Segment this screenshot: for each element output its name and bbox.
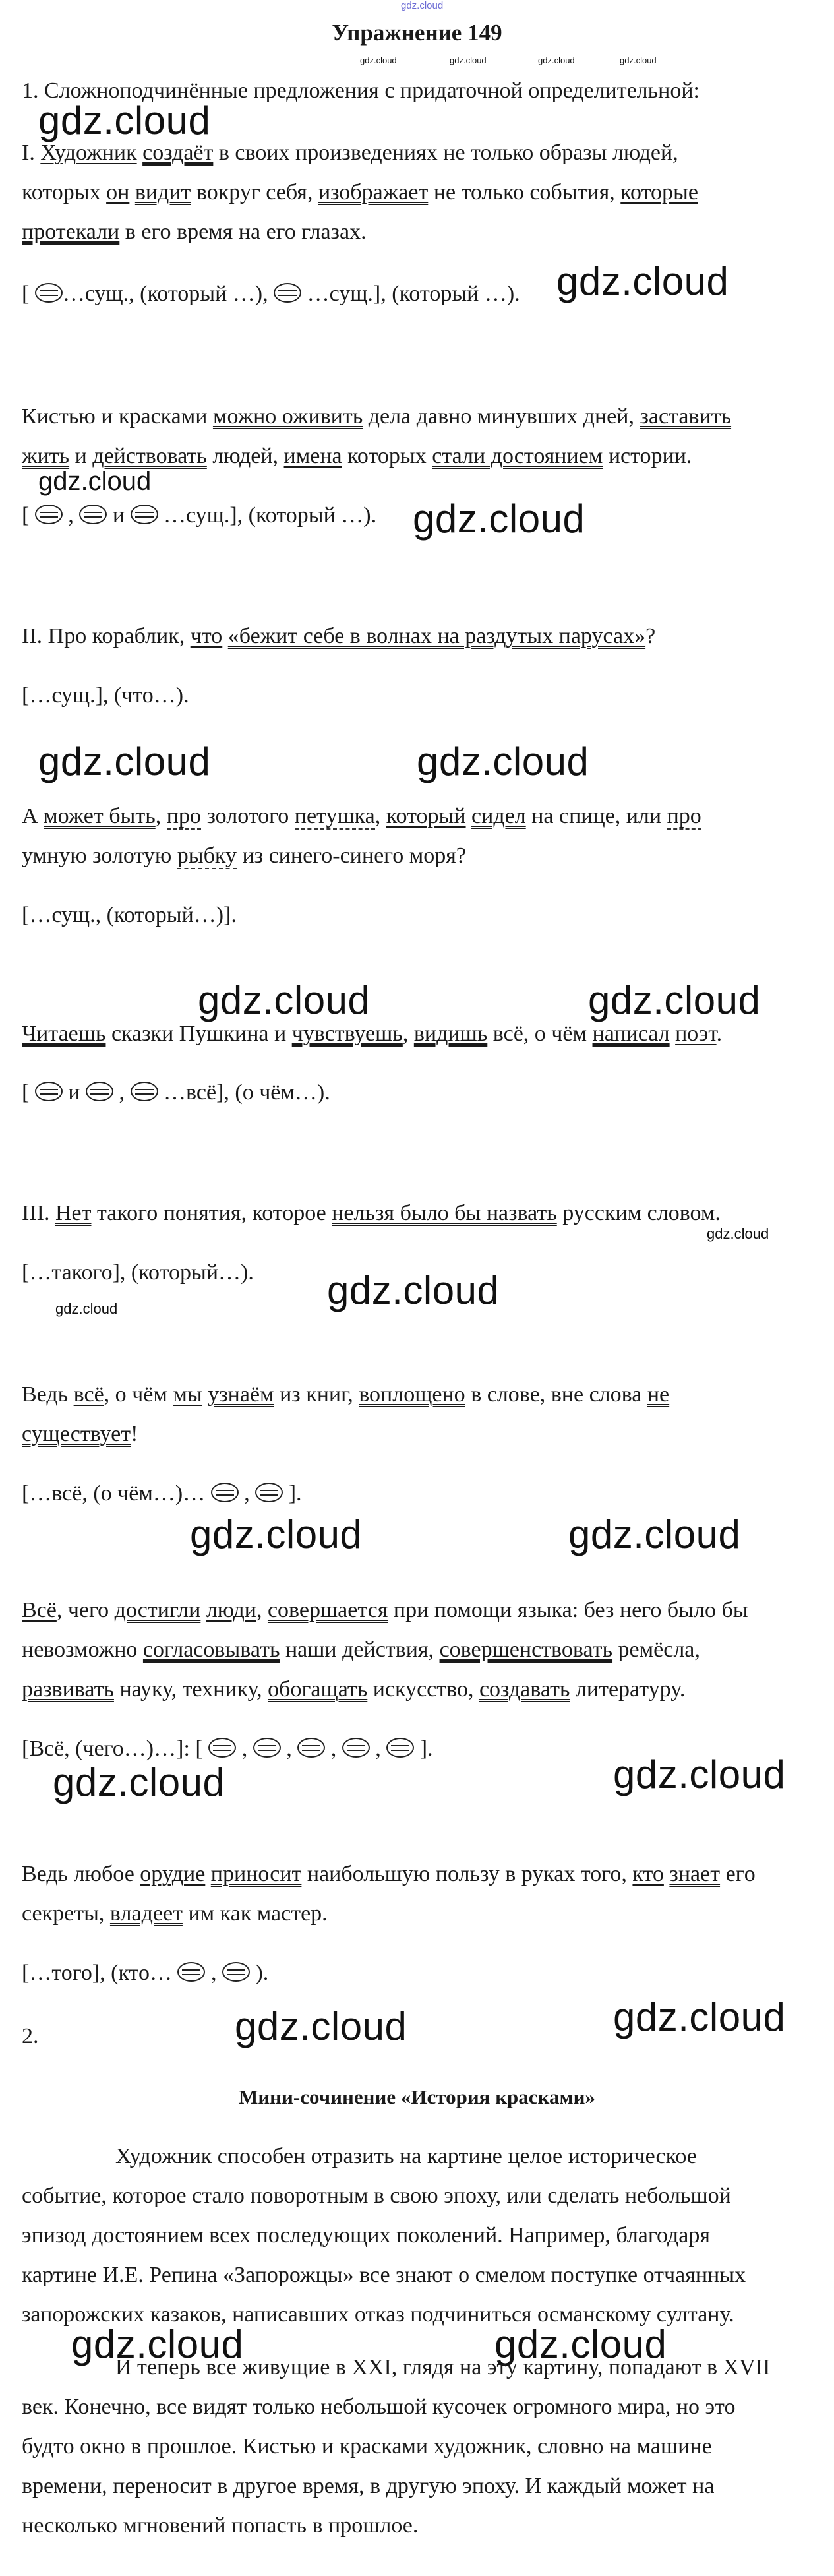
task1-heading: 1. Сложноподчинённые предложения с придаточной определительной:	[22, 78, 700, 103]
watermark: gdz.cloud	[53, 1760, 225, 1804]
task2-number: 2.	[22, 2024, 39, 2048]
predicate-oval-icon	[208, 1738, 236, 1758]
sentence-2-line-1: Кистью и красками можно оживить дела давно минувших дней, заставить	[22, 404, 732, 429]
watermark: gdz.cloud	[417, 739, 589, 783]
predicate-oval-icon	[342, 1738, 370, 1758]
watermark: gdz.cloud	[38, 739, 211, 783]
sentence-7-scheme: […всё, (о чём…)… , ].	[22, 1481, 302, 1506]
sentence-8-scheme: [Всё, (чего…)…]: [ , , , , ].	[22, 1736, 433, 1761]
sentence-4-scheme: […сущ., (который…)].	[22, 903, 237, 927]
predicate-oval-icon	[35, 505, 63, 524]
watermark: gdz.cloud	[450, 55, 487, 65]
predicate-oval-icon	[86, 1082, 113, 1101]
sentence-9-scheme: […того], (кто… , ).	[22, 1961, 269, 1985]
essay-p2-line-2: век. Конечно, все видят только небольшой кусочек огромного мира, но это	[22, 2395, 736, 2419]
sentence-6-scheme: […такого], (который…).	[22, 1260, 254, 1285]
predicate-oval-icon	[35, 283, 63, 303]
watermark: gdz.cloud	[55, 1301, 118, 1317]
watermark: gdz.cloud	[613, 1995, 786, 2039]
sentence-7-line-1: Ведь всё, о чём мы узнаём из книг, воплощено в слове, вне слова не	[22, 1382, 670, 1407]
predicate-oval-icon	[79, 505, 107, 524]
watermark: gdz.cloud	[538, 55, 575, 65]
sentence-8-line-2: невозможно согласовывать наши действия, совершенствовать ремёсла,	[22, 1638, 700, 1662]
predicate-oval-icon	[35, 1082, 63, 1101]
essay-p1-line-3: эпизод достоянием всех последующих поколений. Например, благодаря	[22, 2223, 711, 2248]
essay-p1-line-1: Художник способен отразить на картине целое историческое	[115, 2144, 697, 2168]
predicate-oval-icon	[253, 1738, 281, 1758]
watermark: gdz.cloud	[494, 2322, 667, 2366]
watermark: gdz.cloud	[568, 1512, 741, 1556]
watermark: gdz.cloud	[327, 1268, 500, 1312]
sentence-3-line-1: II. Про кораблик, что «бежит себе в волнах на раздутых парусах»?	[22, 624, 656, 648]
watermark: gdz.cloud	[556, 259, 729, 303]
sentence-8-line-1: Всё, чего достигли люди, совершается при помощи языка: без него было бы	[22, 1598, 748, 1622]
exercise-title: Упражнение 149	[332, 20, 502, 46]
watermark: gdz.cloud	[620, 55, 657, 65]
watermark: gdz.cloud	[38, 98, 211, 142]
predicate-oval-icon	[211, 1483, 239, 1502]
essay-p1-line-2: событие, которое стало поворотным в свою эпоху, или сделать небольшой	[22, 2184, 731, 2208]
predicate-oval-icon	[274, 283, 301, 303]
sentence-9-line-2: секреты, владеет им как мастер.	[22, 1901, 328, 1926]
site-logo[interactable]: gdz.cloud	[401, 0, 444, 11]
sentence-9-line-1: Ведь любое орудие приносит наибольшую пользу в руках того, кто знает его	[22, 1862, 756, 1886]
watermark: gdz.cloud	[235, 2004, 407, 2048]
sentence-4-line-1: А может быть, про золотого петушка, который сидел на спице, или про	[22, 804, 701, 828]
essay-p2-line-3: будто окно в прошлое. Кистью и красками художник, словно на машине	[22, 2434, 712, 2459]
sentence-5-line-1: Читаешь сказки Пушкина и чувствуешь, видишь всё, о чём написал поэт.	[22, 1022, 723, 1046]
predicate-oval-icon	[131, 1082, 158, 1101]
predicate-oval-icon	[297, 1738, 325, 1758]
essay-p2-line-1: И теперь все живущие в XXI, глядя на эту картину, попадают в XVII	[115, 2355, 771, 2379]
watermark: gdz.cloud	[190, 1512, 363, 1556]
predicate-oval-icon	[222, 1962, 250, 1982]
sentence-1-line-2: которых он видит вокруг себя, изображает не только события, которые	[22, 180, 698, 204]
watermark: gdz.cloud	[198, 978, 371, 1022]
sentence-1-line-3: протекали в его время на его глазах.	[22, 220, 367, 244]
watermark: gdz.cloud	[38, 467, 152, 496]
predicate-oval-icon	[131, 505, 158, 524]
predicate-oval-icon	[386, 1738, 414, 1758]
sentence-8-line-3: развивать науку, технику, обогащать искусство, создавать литературу.	[22, 1677, 686, 1702]
essay-p2-line-5: несколько мгновений попасть в прошлое.	[22, 2513, 419, 2538]
watermark: gdz.cloud	[413, 497, 585, 541]
sentence-7-line-2: существует!	[22, 1422, 138, 1446]
watermark: gdz.cloud	[588, 978, 761, 1022]
sentence-1-line-1: I. Художник создаёт в своих произведениях не только образы людей,	[22, 140, 678, 165]
sentence-5-scheme: [ и , …всё], (о чём…).	[22, 1080, 330, 1105]
sentence-6-line-1: III. Нет такого понятия, которое нельзя было бы назвать русским словом.	[22, 1201, 721, 1225]
predicate-oval-icon	[177, 1962, 205, 1982]
watermark: gdz.cloud	[360, 55, 397, 65]
essay-p1-line-5: запорожских казаков, написавших отказ подчиниться османскому султану.	[22, 2302, 734, 2327]
sentence-3-scheme: […сущ.], (что…).	[22, 683, 189, 708]
watermark: gdz.cloud	[707, 1225, 769, 1242]
predicate-oval-icon	[255, 1483, 283, 1502]
watermark: gdz.cloud	[613, 1752, 786, 1796]
sentence-1-scheme: [ …сущ., (который …), …сущ.], (который …).	[22, 282, 520, 306]
essay-p2-line-4: времени, переносит в другое время, в другую эпоху. И каждый может на	[22, 2474, 715, 2498]
sentence-2-scheme: [ , и …сущ.], (который …).	[22, 503, 377, 528]
watermark: gdz.cloud	[71, 2322, 244, 2366]
essay-title: Мини-сочинение «История красками»	[239, 2085, 595, 2108]
sentence-4-line-2: умную золотую рыбку из синего-синего моря?	[22, 843, 467, 868]
sentence-2-line-2: жить и действовать людей, имена которых стали достоянием истории.	[22, 444, 692, 468]
essay-p1-line-4: картине И.Е. Репина «Запорожцы» все знают о смелом поступке отчаянных	[22, 2263, 746, 2287]
